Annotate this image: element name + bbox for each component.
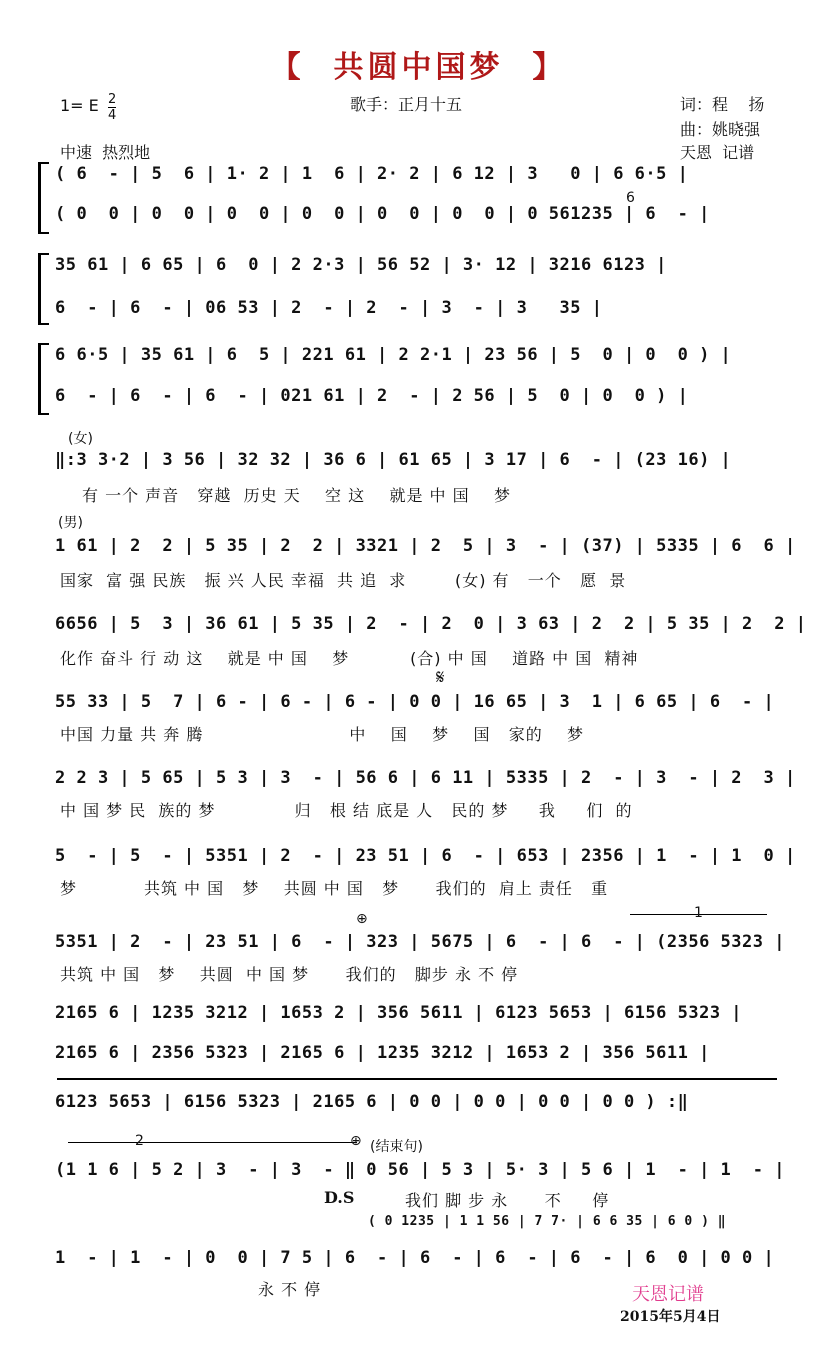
song-title: 【 共圆中国梦 】 (270, 50, 567, 85)
score-line-5: 6 6·5 | 35 61 | 6 5 | 221 61 | 2 2·1 | 23 56 | 5 0 | 0 0 ) | (55, 345, 732, 365)
system-brace-3 (38, 343, 49, 415)
lyric-line-2: 国家 富 强 民族 振 兴 人民 幸福 共 追 求 (女) 有 一个 愿 景 (60, 571, 627, 590)
score-line-3: 35 61 | 6 65 | 6 0 | 2 2·3 | 56 52 | 3· 12 | 3216 6123 | (55, 255, 667, 275)
divider (57, 1078, 777, 1080)
volta-2-bracket (68, 1142, 357, 1143)
lyric-line-6: 梦 共筑 中 国 梦 共圆 中 国 梦 我们的 肩上 责任 重 (60, 879, 609, 898)
transcriber: 天恩 记谱 (680, 143, 755, 162)
singer: 歌手：正月十五 (350, 95, 463, 114)
coda-sign: ⊕ (356, 911, 368, 927)
score-line-17: (1 1 6 | 5 2 | 3 - | 3 - ‖ 0 56 | 5 3 | 5· 3 | 5 6 | 1 - | 1 - | (55, 1160, 785, 1180)
score-line-18: ( 0 1235 | 1 1 56 | 7 7· | 6 6 35 | 6 0 ) ‖ (368, 1214, 727, 1229)
date-label: 2015年5月4日 (620, 1309, 721, 1325)
lyricist: 词：程 扬 (680, 95, 765, 114)
score-line-1: ( 6 - | 5 6 | 1· 2 | 1 6 | 2· 2 | 6 12 | 3 0 | 6 6·5 | (55, 164, 689, 184)
score-line-14: 2165 6 | 1235 3212 | 1653 2 | 356 5611 | 6123 5653 | 6156 5323 | (55, 1003, 743, 1023)
time-sig-top: 2 (108, 92, 117, 107)
score-line-9: 6656 | 5 3 | 36 61 | 5 35 | 2 - | 2 0 | 3 63 | 2 2 | 5 35 | 2 2 | (55, 614, 807, 634)
lyric-line-5: 中 国 梦 民 族的 梦 归 根 结 底是 人 民的 梦 我 们 的 (60, 801, 633, 820)
lyric-line-3: 化作 奋斗 行 动 这 就是 中 国 梦 (合) 中 国 道路 中 国 精神 (60, 649, 639, 668)
segno-sign: 𝄋 (436, 665, 445, 689)
score-line-7: ‖:3 3·2 | 3 56 | 32 32 | 36 6 | 61 65 | 3 17 | 6 - | (23 16) | (55, 450, 732, 470)
score-line-15: 2165 6 | 2356 5323 | 2165 6 | 1235 3212 | 1653 2 | 356 5611 | (55, 1043, 710, 1063)
score-line-12: 5 - | 5 - | 5351 | 2 - | 23 51 | 6 - | 653 | 2356 | 1 - | 1 0 | (55, 846, 796, 866)
score-line-16: 6123 5653 | 6156 5323 | 2165 6 | 0 0 | 0 0 | 0 0 | 0 0 ) :‖ (55, 1092, 689, 1112)
score-line-11: 2 2 3 | 5 65 | 5 3 | 3 - | 56 6 | 6 11 | 5335 | 2 - | 3 - | 2 3 | (55, 768, 796, 788)
voice-label-male: (男) (58, 515, 83, 531)
lyric-line-4: 中国 力量 共 奔 腾 中 国 梦 国 家的 梦 (60, 725, 585, 744)
score-line-10: 55 33 | 5 7 | 6 - | 6 - | 6 - | 0 0 | 16 65 | 3 1 | 6 65 | 6 - | (55, 692, 775, 712)
tempo-marking: 中速 热烈地 (60, 143, 151, 162)
score-line-6: 6 - | 6 - | 6 - | 021 61 | 2 - | 2 56 | 5 0 | 0 0 ) | (55, 386, 689, 406)
lyric-line-9: 永 不 停 (258, 1280, 322, 1299)
coda-sign-2: ⊕ (350, 1133, 362, 1149)
time-sig-bottom: 4 (108, 108, 117, 123)
score-line-8: 1 61 | 2 2 | 5 35 | 2 2 | 3321 | 2 5 | 3 - | (37) | 5335 | 6 6 | (55, 536, 796, 556)
ending-label: (结束句) (370, 1139, 423, 1155)
system-brace-2 (38, 253, 49, 325)
score-line-2: ( 0 0 | 0 0 | 0 0 | 0 0 | 0 0 | 0 0 | 0 561235 | 6 - | (55, 204, 710, 224)
lyric-line-8: 我们 脚 步 永 不 停 (405, 1191, 610, 1210)
transcriber-stamp: 天恩记谱 (632, 1284, 704, 1305)
lyric-line-1: 有 一个 声音 穿越 历史 天 空 这 就是 中 国 梦 (82, 486, 511, 505)
score-line-13: 5351 | 2 - | 23 51 | 6 - | 323 | 5675 | 6 - | 6 - | (2356 5323 | (55, 932, 785, 952)
system-brace-1 (38, 162, 49, 234)
volta-2-label: 2 (135, 1133, 144, 1149)
voice-label-female: (女) (68, 431, 93, 447)
volta-1-label: 1 (694, 905, 703, 921)
key-signature: 1= E (60, 96, 99, 115)
ds-mark: D.S (324, 1188, 355, 1207)
tuplet-mark: 6 (626, 190, 635, 206)
score-line-19: 1 - | 1 - | 0 0 | 7 5 | 6 - | 6 - | 6 - | 6 - | 6 0 | 0 0 | (55, 1248, 775, 1268)
lyric-line-7: 共筑 中 国 梦 共圆 中 国 梦 我们的 脚步 永 不 停 (60, 965, 519, 984)
composer: 曲：姚晓强 (680, 120, 761, 139)
score-line-4: 6 - | 6 - | 06 53 | 2 - | 2 - | 3 - | 3 35 | (55, 298, 603, 318)
